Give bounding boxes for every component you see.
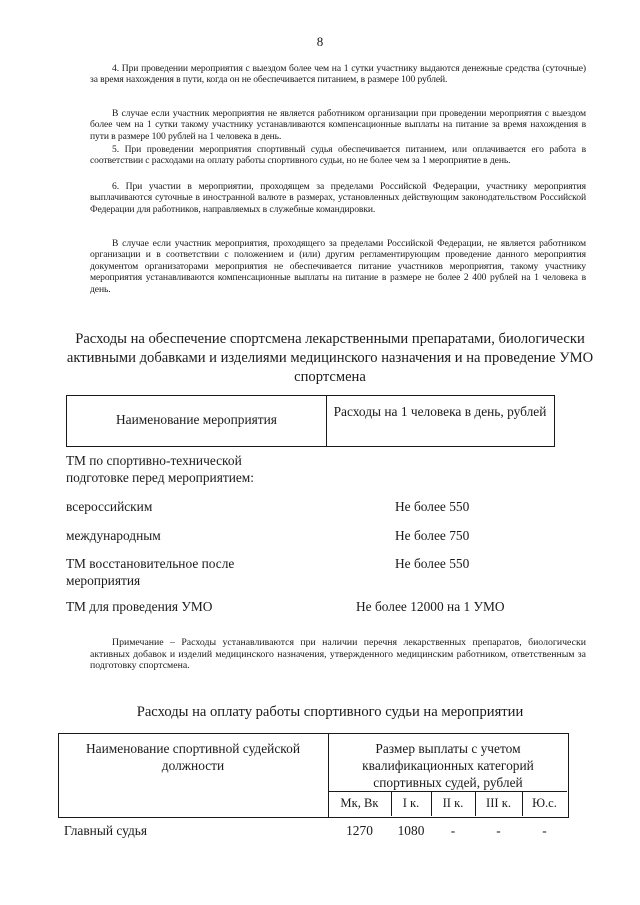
paragraph-4: 4. При проведении мероприятия с выездом более чем на 1 сутки участнику выдаются денежные средства (суточные) за время нахождения в пути, когда он не обеспечивается питанием, в размере 100 рублей.: [90, 63, 586, 86]
judge-row-value: -: [542, 823, 547, 838]
category-header-2: II к.: [442, 796, 464, 810]
section1-row-value: Не более 550: [395, 499, 470, 514]
section2-table-subheader-line: [328, 791, 567, 792]
section1-header-event: Наименование мероприятия: [116, 412, 277, 427]
section2-header-position: Наименование спортивной судейской должности: [86, 741, 300, 773]
category-header-mk-vk: Мк, Вк: [340, 796, 379, 810]
judge-row-value: 1080: [397, 823, 425, 838]
section1-row-value: Не более 550: [395, 556, 470, 571]
judge-row-name: Главный судья: [64, 823, 148, 838]
section1-note: Примечание – Расходы устанавливаются при наличии перечня лекарственных препаратов, биологически активных добавок и изделий медицинского назначения, утвержденного медицинским работником, ответственным за подготовку спортсмена.: [90, 637, 586, 672]
paragraph-6-note: В случае если участник мероприятия, проходящего за пределами Российской Федерации, не является работником организации и в соответствии с положением и (или) другим регламентирующим проведение данного мероприятия документом организаторами мероприятия не обеспечивается питание участников мероприятия, такому участнику мероприятия устанавливаются компенсационные выплаты на питание в размере не более 2 400 рублей на 1 человека в день.: [90, 238, 586, 295]
category-header-1: I к.: [402, 796, 420, 810]
judge-row-value: -: [450, 823, 456, 838]
paragraph-4-note: В случае если участник мероприятия не является работником организации при проведении мероприятия с выездом более чем на 1 сутки такому участнику устанавливаются компенсационные выплаты на питание за время нахождения в пути в размере 100 рублей на 1 человека в день.: [90, 108, 586, 142]
paragraph-5: 5. При проведении мероприятия спортивный судья обеспечивается питанием, или оплачивается его работа в соответствии с расходами на оплату работы спортивного судьи, но не более чем за 1 мероприятие в день.: [90, 144, 586, 167]
section1-row-value: Не более 750: [395, 528, 470, 543]
paragraph-6: 6. При участии в мероприятии, проходящем за пределами Российской Федерации, участнику мероприятия выплачиваются суточные в иностранной валюте в размерах, установленных действующим законодательством Российской Федерации для работников, направляемых в служебные командировки.: [90, 181, 586, 215]
section2-header-payment: Размер выплаты с учетом квалификационных категорий спортивных судей, рублей: [362, 741, 534, 790]
section1-row-name: международным: [66, 528, 161, 543]
category-header-3: III к.: [486, 796, 511, 810]
section2-title: Расходы на оплату работы спортивного судьи на мероприятии: [136, 704, 524, 720]
judge-row-value: -: [496, 823, 501, 838]
section1-row-name: ТМ восстановительное после мероприятия: [66, 556, 235, 588]
section1-table-divider: [326, 395, 327, 446]
judge-row-value: 1270: [346, 823, 373, 838]
section1-row-name: ТМ по спортивно-технической подготовке перед мероприятием:: [66, 453, 255, 485]
section1-row-name: ТМ для проведения УМО: [66, 599, 213, 614]
section1-header-expense: Расходы на 1 человека в день, рублей: [333, 404, 547, 419]
section1-row-value: Не более 12000 на 1 УМО: [356, 599, 505, 614]
page-number: 8: [316, 34, 324, 49]
section1-title: Расходы на обеспечение спортсмена лекарственными препаратами, биологически активными добавками и изделиями медицинского назначения и на проведение УМО спортсмена: [66, 331, 594, 385]
category-header-junior: Ю.с.: [532, 796, 557, 810]
section1-row-name: всероссийским: [66, 499, 153, 514]
